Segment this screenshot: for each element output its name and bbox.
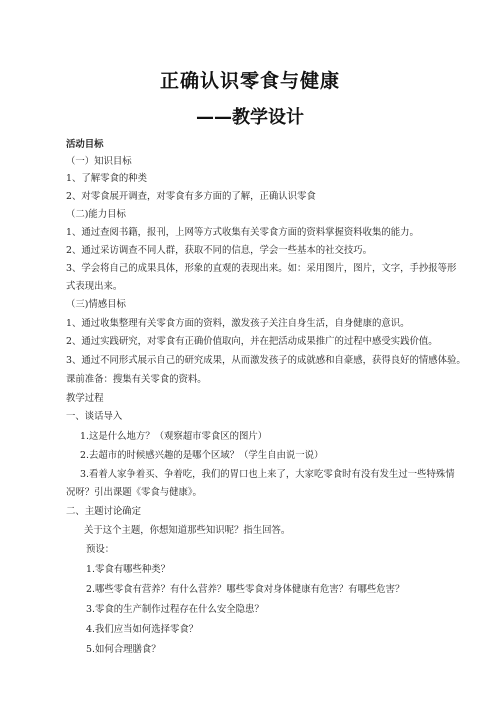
list-item: 3.看着人家争着买、争着吃，我们的胃口也上来了，大家吃零食时有没有发生过一些特殊情 — [80, 469, 455, 480]
list-item: 1.零食有哪些种类？ — [86, 564, 170, 575]
paragraph-line: 2、通过实践研究，对零食有正确价值取向，并在把活动成果推广的过程中感受实践价值。 — [66, 336, 438, 347]
section-intro: 一、谈话导入 — [66, 411, 123, 422]
paragraph-line: 关于这个主题，你想知道那些知识呢？指生回答。 — [84, 525, 291, 536]
section-heading-objectives: 活动目标 — [66, 139, 104, 150]
list-item: 3.零食的生产制作过程存在什么安全隐患？ — [86, 604, 264, 615]
preset-label: 预设： — [86, 544, 115, 555]
list-item: 5.如何合理膳食？ — [86, 644, 161, 655]
paragraph-line: 1、了解零食的种类 — [66, 173, 147, 184]
subheading-emotion: （三)情感目标 — [66, 299, 126, 310]
document-title: 正确认识零食与健康 — [159, 70, 340, 92]
paragraph-line: 况呀？引出课题《零食与健康》。 — [66, 487, 202, 498]
list-item: 2.哪些零食有营养？有什么营养？哪些零食对身体健康有危害？有哪些危害？ — [86, 584, 405, 595]
paragraph-line: 3、学会将自己的成果具体，形象的直观的表现出来。如：采用图片，图片，文字，手抄报等形 — [66, 263, 457, 274]
list-item: 4.我们应当如何选择零食？ — [86, 624, 199, 635]
paragraph-line: 1、通过收集整理有关零食方面的资料，激发孩子关注自身生活，自身健康的意识。 — [66, 318, 410, 329]
paragraph-line: 1、通过查阅书籍，报刊，上网等方式收集有关零食方面的资料掌握资料收集的能力。 — [66, 227, 419, 238]
paragraph-line: 2、对零食展开调查，对零食有多方面的了解，正确认识零食 — [66, 191, 316, 202]
paragraph-line: 3、通过不同形式展示自己的研究成果，从而激发孩子的成就感和自豪感，获得良好的情感体验。 — [66, 355, 466, 366]
preparation-line: 课前准备：搜集有关零食的资料。 — [66, 374, 207, 385]
section-heading-process: 教学过程 — [66, 393, 104, 404]
subheading-ability: （二)能力目标 — [66, 209, 126, 220]
paragraph-line: 式表现出来。 — [66, 281, 123, 292]
document-subtitle: ——教学设计 — [196, 107, 304, 128]
list-item: 2.去超市的时候感兴趣的是哪个区域？（学生自由说一说） — [80, 450, 324, 461]
paragraph-line: 2、通过采访调查不同人群，获取不同的信息，学会一些基本的社交技巧。 — [66, 245, 372, 256]
section-topic: 二、主题讨论确定 — [66, 506, 142, 517]
list-item: 1.这是什么地方？（观察超市零食区的图片） — [80, 431, 268, 442]
subheading-knowledge: （一）知识目标 — [66, 156, 132, 167]
